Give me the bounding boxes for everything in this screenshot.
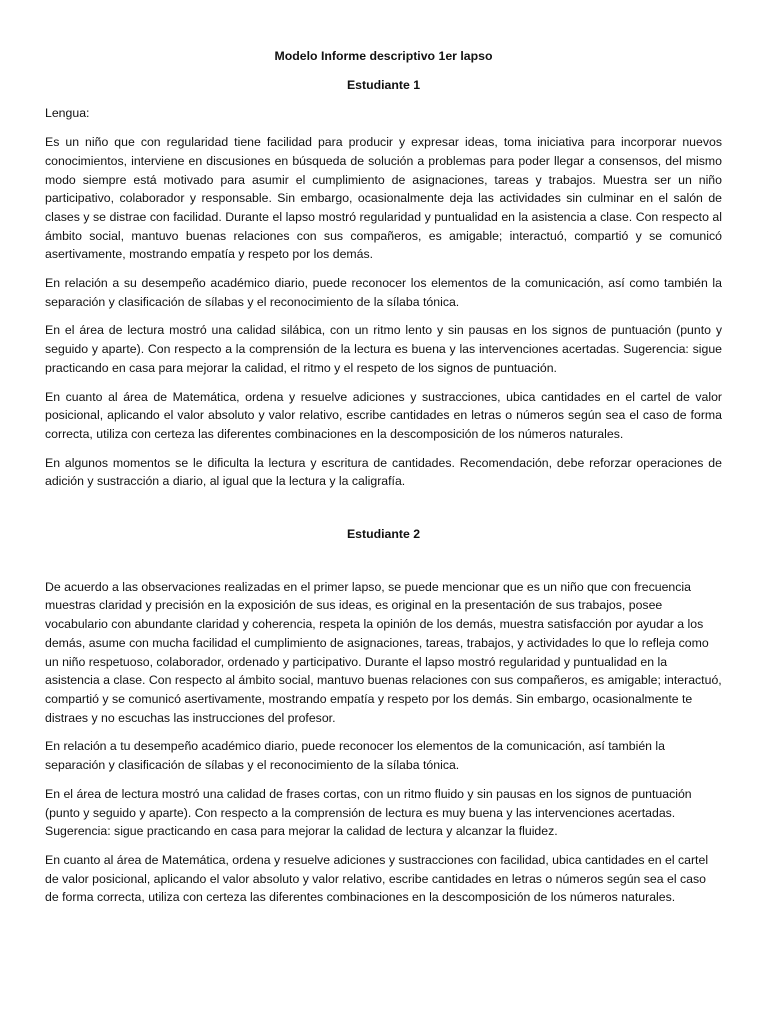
document-title: Modelo Informe descriptivo 1er lapso bbox=[274, 49, 493, 63]
student-1-paragraph-2: En relación a su desempeño académico diario, puede reconocer los elementos de la comunicación, así como también la separación y clasificación de sílabas y el reconocimiento de la sílaba tónica. bbox=[45, 276, 722, 309]
student-1-heading: Estudiante 1 bbox=[346, 77, 421, 92]
student-1-paragraph-3: En el área de lectura mostró una calidad silábica, con un ritmo lento y sin pausas en los signos de puntuación (punto y seguido y aparte). Con respecto a la comprensión de la lectura es buena y las intervenciones acertadas. Sugerencia: sigue practicando en casa para mejorar la calidad, el ritmo y el respeto de los signos de puntuación. bbox=[45, 323, 722, 375]
section-spacer bbox=[45, 501, 722, 525]
student-1-paragraph-1: Es un niño que con regularidad tiene facilidad para producir y expresar ideas, toma iniciativa para incorporar nuevos conocimientos, interviene en discusiones en búsqueda de solución a problemas para poder llegar a consensos, del mismo modo siempre está motivado para asumir el cumplimiento de asignaciones, tareas y trabajos. Muestra ser un niño participativo, colaborador y responsable. Sin embargo, ocasionalmente deja las actividades sin culminar en el salón de clases y se distrae con facilidad. Durante el lapso mostró regularidad y puntualidad en la asistencia a clase. Con respecto al ámbito social, mantuvo buenas relaciones con sus compañeros, es amigable; interactuó, compartió y se comunicó asertivamente, mostrando empatía y respeto por los demás. bbox=[45, 135, 722, 262]
subject-label: Lengua: bbox=[45, 106, 90, 121]
student-2-paragraph-1: De acuerdo a las observaciones realizadas en el primer lapso, se puede mencionar que es un niño que con frecuencia muestras claridad y precisión en la exposición de sus ideas, es original en la presentación de sus trabajos, posee vocabulario con abundante claridad y coherencia, respeta la opinión de los demás, muestra satisfacción por ayudar a los demás, asume con mucha facilidad el cumplimiento de asignaciones, tareas, trabajos, y actividades lo que lo refleja como un niño respetuoso, colaborador, ordenado y participativo. Durante el lapso mostró regularidad y puntualidad en la asistencia a clase. Con respecto al ámbito social, mantuvo buenas relaciones con sus compañeros, es amigable; interactuó, compartió y se comunicó asertivamente, mostrando empatía y respeto por los demás. Sin embargo, ocasionalmente te distraes y no escuchas las instrucciones del profesor. bbox=[45, 579, 722, 725]
document-page bbox=[45, 47, 722, 917]
student-2-paragraph-4: En cuanto al área de Matemática, ordena y resuelve adiciones y sustracciones con facilidad, ubica cantidades en el cartel de valor posicional, aplicando el valor absoluto y valor relativo, escribe cantidades en letras o números según sea el caso de forma correcta, utiliza con certeza las diferentes combinaciones en la descomposición de los números naturales. bbox=[45, 852, 709, 905]
student-2-paragraph-3: En el área de lectura mostró una calidad de frases cortas, con un ritmo fluido y sin pausas en los signos de puntuación (punto y seguido y aparte). Con respecto a la comprensión de lectura es muy buena y las intervenciones acertadas. Sugerencia: sigue practicando en casa para mejorar la calidad de lectura y alcanzar la fluidez. bbox=[45, 786, 692, 839]
student-1-paragraph-4: En cuanto al área de Matemática, ordena y resuelve adiciones y sustracciones, ubica cantidades en el cartel de valor posicional, aplicando el valor absoluto y valor relativo, escribe cantidades en letras o números según sea el caso de forma correcta, utiliza con certeza las diferentes combinaciones en la descomposición de los números naturales. bbox=[45, 389, 722, 441]
section-spacer bbox=[45, 554, 722, 578]
student-2-heading: Estudiante 2 bbox=[346, 527, 421, 542]
student-2-paragraph-2: En relación a tu desempeño académico diario, puede reconocer los elementos de la comunicación, así también la separación y clasificación de sílabas y el reconocimiento de la sílaba tónica. bbox=[45, 739, 665, 773]
student-1-paragraph-5: En algunos momentos se le dificulta la lectura y escritura de cantidades. Recomendación, debe reforzar operaciones de adición y sustracción a diario, al igual que la lectura y la caligrafía. bbox=[45, 455, 722, 489]
